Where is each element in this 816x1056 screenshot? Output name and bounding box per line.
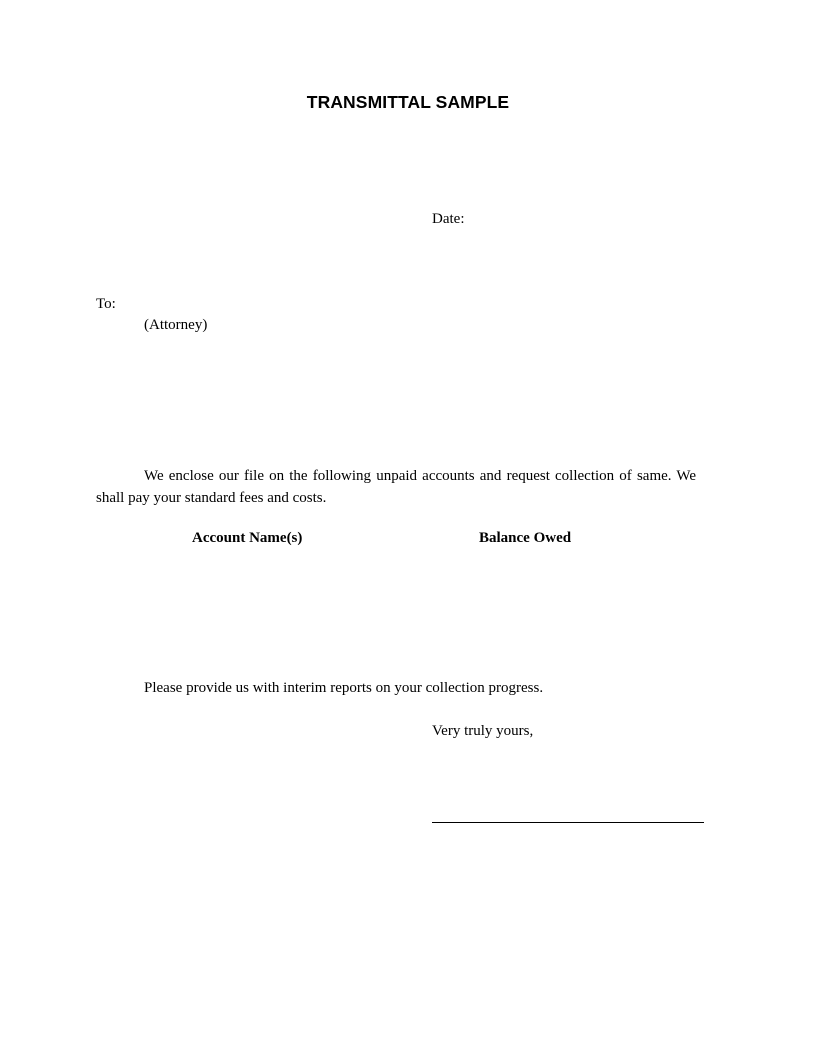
balance-owed-header: Balance Owed bbox=[479, 530, 572, 546]
recipient-placeholder: (Attorney) bbox=[144, 317, 208, 333]
account-names-header: Account Name(s) bbox=[192, 530, 303, 546]
date-label: Date: bbox=[432, 211, 465, 227]
signature-line bbox=[432, 822, 704, 823]
request-paragraph: Please provide us with interim reports on your collection progress. bbox=[144, 680, 544, 696]
closing-text: Very truly yours, bbox=[432, 723, 534, 739]
to-label: To: bbox=[96, 296, 116, 312]
document-title: TRANSMITTAL SAMPLE bbox=[306, 92, 510, 112]
body-paragraph: We enclose our file on the following unpaid accounts and request collection of same. We shall pay your standard fees and costs. bbox=[96, 468, 696, 506]
